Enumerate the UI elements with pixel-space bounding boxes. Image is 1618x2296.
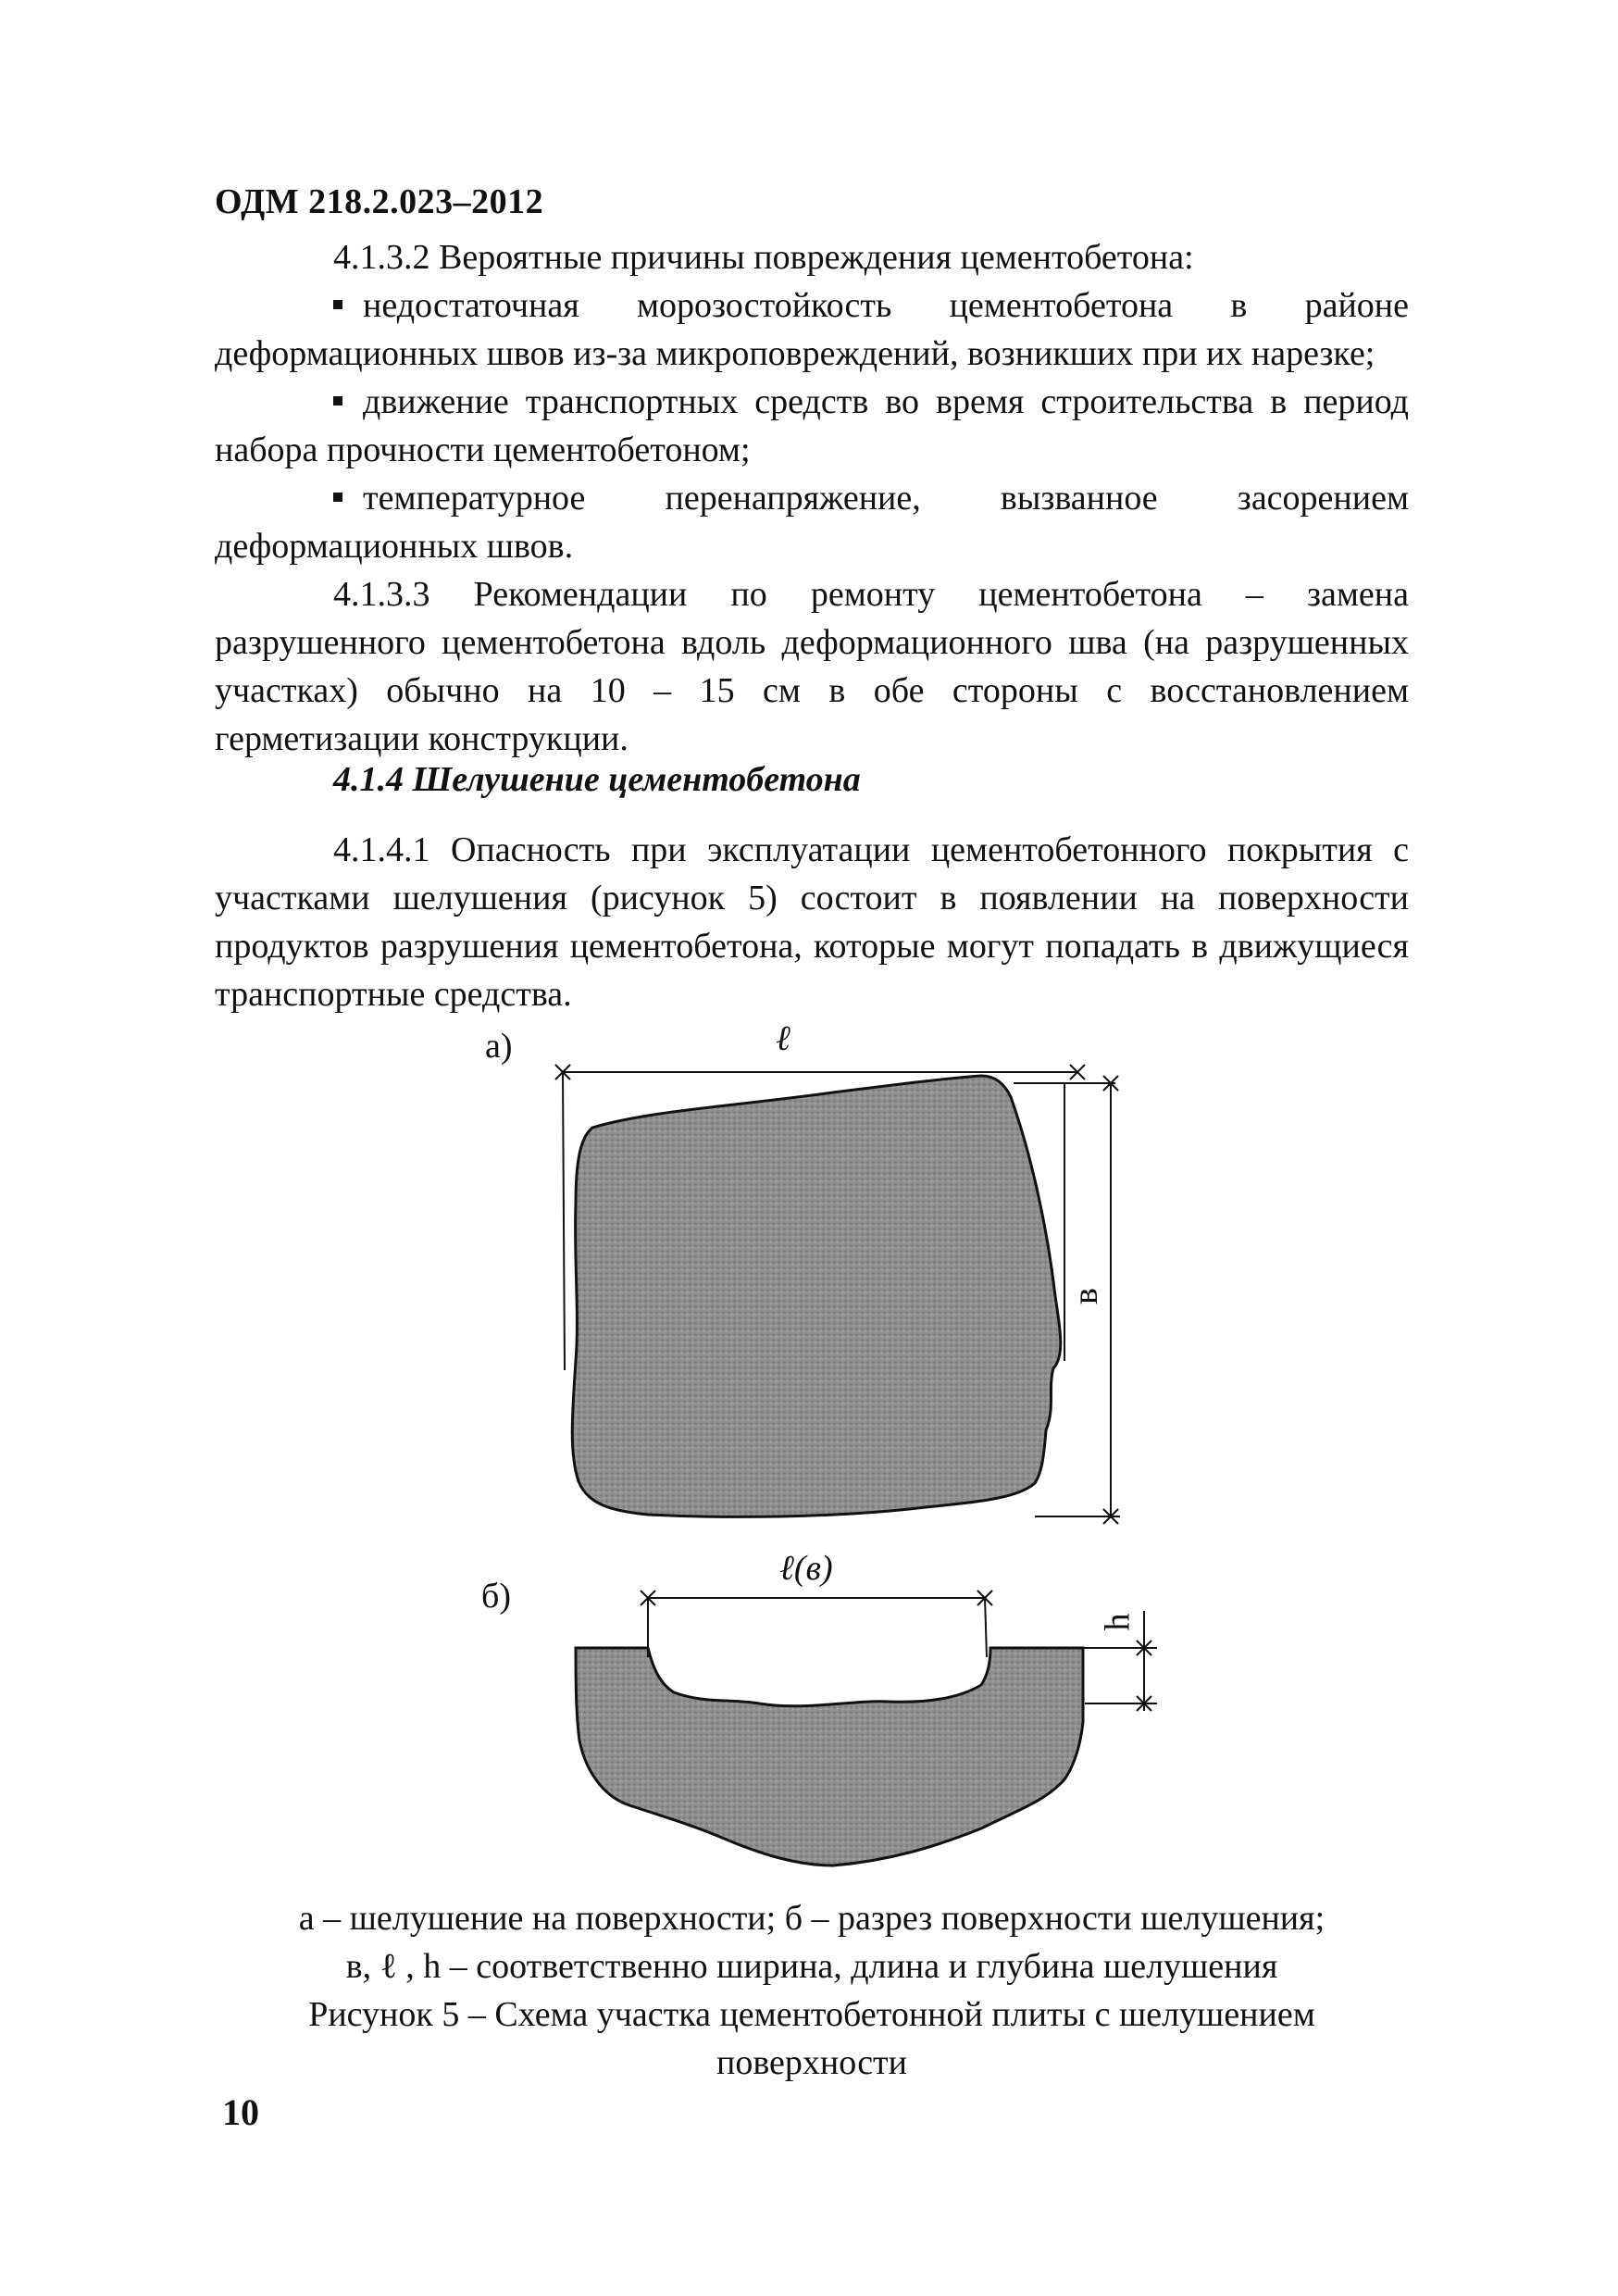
dimension-label-width: в: [1065, 1288, 1105, 1304]
dimension-label-length-width: ℓ(в): [779, 1549, 833, 1588]
paragraph-4-1-3-3: 4.1.3.3 Рекомендации по ремонту цементобетона – замена разрушенного цементобетона вдоль деформационного шва (на разрушенных участках) обычно на 10 – 15 см в обе стороны с восстановлением герметизации конструкции.: [215, 575, 1409, 758]
slab-section-shape: [576, 1648, 1083, 1866]
figure-label-b: б): [481, 1577, 511, 1616]
paragraph-4-1-4-1: 4.1.4.1 Опасность при эксплуатации цементобетонного покрытия с участками шелушения (рисунок 5) состоит в появлении на поверхности продуктов разрушения цементобетона, которые могут попадать в движущиеся транспортные средства.: [215, 830, 1409, 1014]
figure-caption-line-2: в, ℓ , h – соответственно ширина, длина и глубина шелушения: [345, 1947, 1278, 1986]
bullet-item-3: [215, 474, 1409, 570]
dimension-label-length: ℓ: [776, 1019, 790, 1058]
document-code-header: ОДМ 218.2.023–2012: [215, 182, 544, 221]
section-4-1-3-block: [215, 233, 1409, 763]
figure-label-a: а): [485, 1027, 513, 1066]
section-4-1-4-block: [215, 826, 1409, 1018]
bullet-item-1: [215, 281, 1409, 378]
dimension-lines-plan: [555, 1065, 1120, 1524]
figure-caption-title: Рисунок 5 – Схема участка цементобетонной плиты с шелушением поверхности: [308, 1995, 1315, 2082]
bullet-square-icon: [333, 396, 342, 406]
paragraph-4-1-3-2: 4.1.3.2 Вероятные причины повреждения цементобетона:: [333, 238, 1194, 277]
bullet-text: движение транспортных средств во время строительства в период набора прочности цементобетоном;: [215, 382, 1409, 469]
bullet-square-icon: [333, 493, 342, 502]
page-number: 10: [222, 2091, 259, 2133]
bullet-text: температурное перенапряжение, вызванное засорением деформационных швов.: [215, 479, 1409, 566]
figure-caption-line-1: а – шелушение на поверхности; б – разрез поверхности шелушения;: [298, 1899, 1326, 1938]
dimension-label-depth: h: [1098, 1613, 1138, 1631]
dimension-lines-section: [641, 1591, 1157, 1711]
bullet-text: недостаточная морозостойкость цементобетона в районе деформационных швов из-за микроповреждений, возникших при их нарезке;: [215, 286, 1409, 373]
section-heading-4-1-4: 4.1.4 Шелушение цементобетона: [333, 760, 861, 799]
bullet-square-icon: [333, 300, 342, 309]
scaling-area-plan-shape: [572, 1076, 1061, 1516]
bullet-item-2: [215, 378, 1409, 474]
